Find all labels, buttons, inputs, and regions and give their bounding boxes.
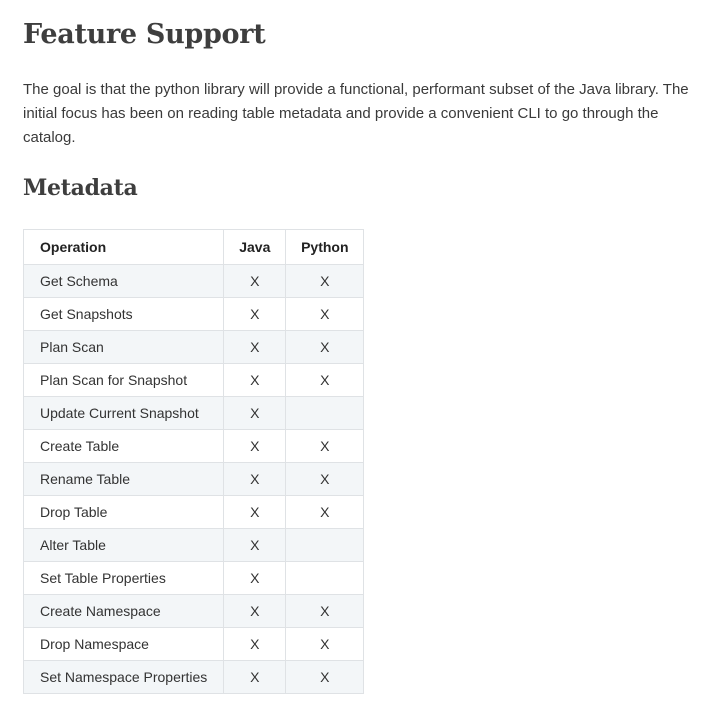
java-support-cell: X <box>224 529 286 562</box>
operation-cell: Create Table <box>24 430 224 463</box>
python-support-cell: X <box>286 595 364 628</box>
operation-cell: Plan Scan for Snapshot <box>24 364 224 397</box>
operation-cell: Rename Table <box>24 463 224 496</box>
table-row <box>24 661 364 694</box>
java-support-cell: X <box>224 463 286 496</box>
java-support-cell: X <box>224 265 286 298</box>
table-body <box>24 265 364 694</box>
operation-cell: Set Table Properties <box>24 562 224 595</box>
java-support-cell: X <box>224 661 286 694</box>
table-row <box>24 562 364 595</box>
table-row <box>24 397 364 430</box>
section-title-metadata: Metadata <box>23 175 138 201</box>
operation-cell: Set Namespace Properties <box>24 661 224 694</box>
python-support-cell: X <box>286 331 364 364</box>
python-support-cell: X <box>286 463 364 496</box>
python-support-cell: X <box>286 628 364 661</box>
column-header-java: Java <box>224 230 286 265</box>
python-support-cell: X <box>286 496 364 529</box>
operation-cell: Alter Table <box>24 529 224 562</box>
java-support-cell: X <box>224 496 286 529</box>
python-support-cell <box>286 529 364 562</box>
java-support-cell: X <box>224 562 286 595</box>
table-row <box>24 265 364 298</box>
table-row <box>24 298 364 331</box>
operation-cell: Plan Scan <box>24 331 224 364</box>
python-support-cell <box>286 562 364 595</box>
java-support-cell: X <box>224 430 286 463</box>
table-row <box>24 463 364 496</box>
table-row <box>24 430 364 463</box>
table-row <box>24 595 364 628</box>
operation-cell: Get Schema <box>24 265 224 298</box>
table-row <box>24 364 364 397</box>
java-support-cell: X <box>224 397 286 430</box>
table-row <box>24 529 364 562</box>
table-header-row <box>24 230 364 265</box>
metadata-feature-table <box>23 229 364 694</box>
java-support-cell: X <box>224 298 286 331</box>
python-support-cell: X <box>286 298 364 331</box>
java-support-cell: X <box>224 628 286 661</box>
column-header-python: Python <box>286 230 364 265</box>
java-support-cell: X <box>224 595 286 628</box>
python-support-cell: X <box>286 265 364 298</box>
table-row <box>24 496 364 529</box>
column-header-operation: Operation <box>24 230 224 265</box>
operation-cell: Drop Table <box>24 496 224 529</box>
python-support-cell: X <box>286 430 364 463</box>
table-row <box>24 331 364 364</box>
page-title: Feature Support <box>23 19 266 50</box>
python-support-cell: X <box>286 661 364 694</box>
python-support-cell <box>286 397 364 430</box>
java-support-cell: X <box>224 364 286 397</box>
intro-paragraph: The goal is that the python library will provide a functional, performant subset of the Java library. The initial focus has been on reading table metadata and provide a convenient CLI to go through the catalog. <box>23 81 689 146</box>
operation-cell: Get Snapshots <box>24 298 224 331</box>
java-support-cell: X <box>224 331 286 364</box>
python-support-cell: X <box>286 364 364 397</box>
operation-cell: Create Namespace <box>24 595 224 628</box>
operation-cell: Update Current Snapshot <box>24 397 224 430</box>
operation-cell: Drop Namespace <box>24 628 224 661</box>
table-row <box>24 628 364 661</box>
